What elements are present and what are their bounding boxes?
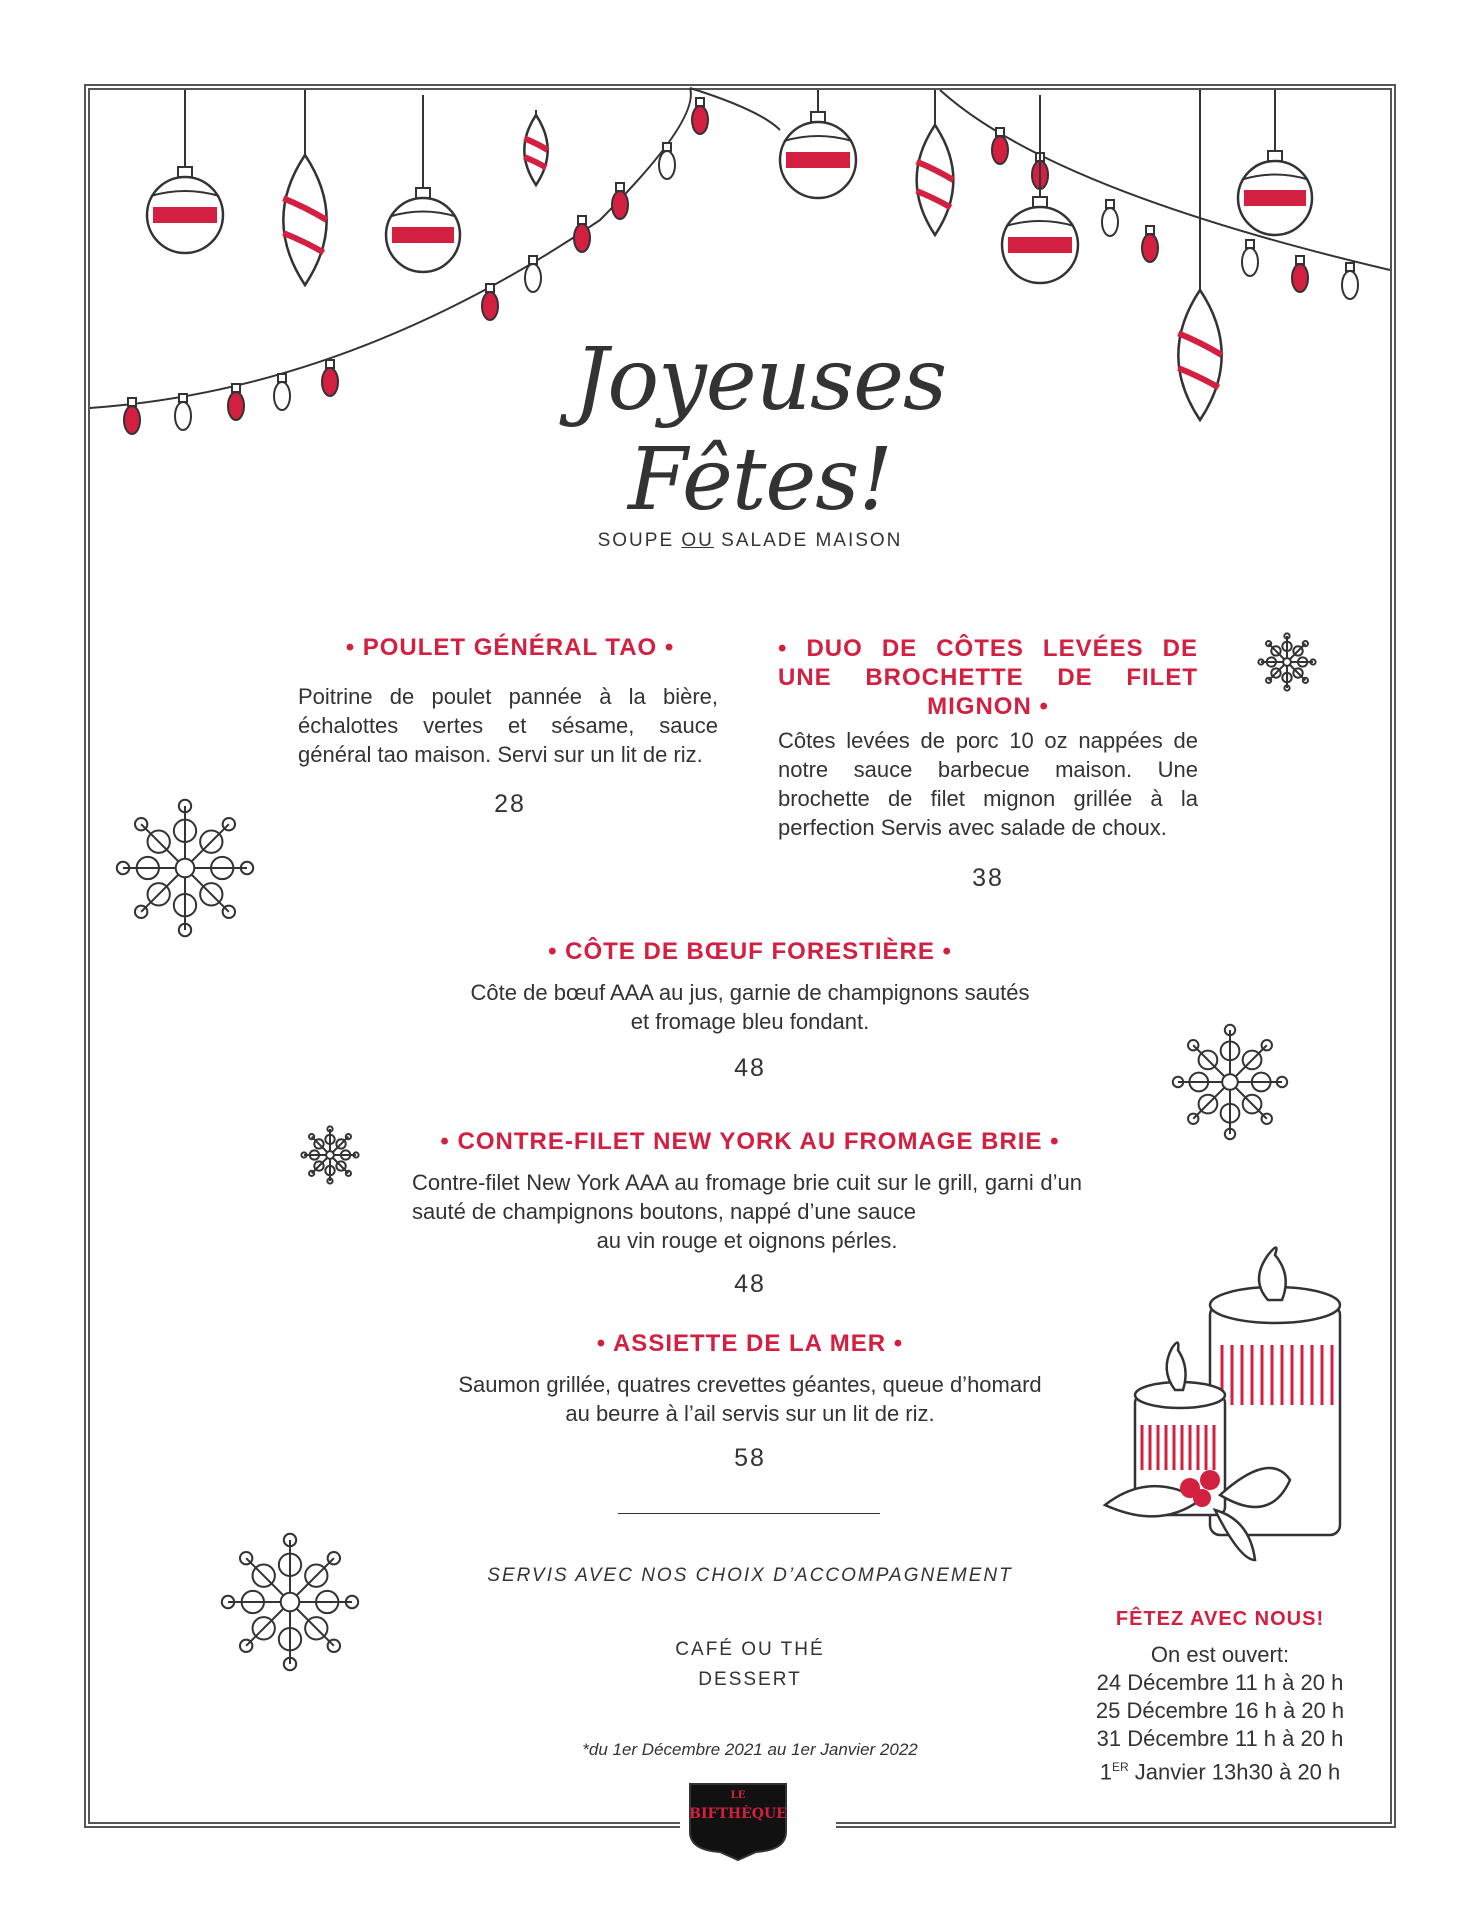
bulb-icon <box>525 256 541 292</box>
bulb-icon <box>228 384 244 420</box>
jan-rest: Janvier 13h30 à 20 h <box>1128 1759 1341 1785</box>
bulb-icon <box>1142 226 1158 262</box>
starter-or: OU <box>681 530 714 551</box>
dish-description-contre-filet-last: au vin rouge et oignons pérles. <box>596 1228 898 1253</box>
jan-prefix: 1 <box>1099 1759 1112 1785</box>
ornament-icon <box>1002 95 1078 283</box>
dish-description-contre-filet: Contre-filet New York AAA au fromage brie cuit sur le grill, garni d’un sauté de champignons boutons, nappé d’une sauce <box>412 1170 1082 1224</box>
logo-le: LE <box>730 1790 746 1801</box>
bulb-icon <box>1292 256 1308 292</box>
ornament-icon <box>1178 90 1221 420</box>
dish-title-contre-filet: • CONTRE-FILET NEW YORK AU FROMAGE BRIE • <box>440 1128 1060 1155</box>
opening-hours-title: FÊTEZ AVEC NOUS! <box>1115 1608 1325 1630</box>
dish-price-duo: 38 <box>972 864 1004 892</box>
dish-description-cote-line-2: et fromage bleu fondant. <box>630 1009 870 1034</box>
snowflake-icon <box>301 1126 358 1183</box>
ornament-icon <box>524 110 547 185</box>
ornament-icon <box>917 90 954 235</box>
dish-price-cote: 48 <box>734 1054 766 1082</box>
dish-title-assiette: • ASSIETTE DE LA MER • <box>596 1330 904 1357</box>
dish-title-poulet: • POULET GÉNÉRAL TAO • <box>345 634 675 661</box>
starter-text-2: SALADE MAISON <box>713 530 903 551</box>
ornament-icon <box>780 90 856 198</box>
page-title: Joyeuses Fêtes! <box>573 330 947 530</box>
dish-price-assiette: 58 <box>734 1444 766 1472</box>
dish-price-contre-filet: 48 <box>734 1270 766 1298</box>
divider <box>618 1513 880 1514</box>
bulb-icon <box>992 128 1008 164</box>
ornament-icon <box>386 95 460 272</box>
snowflake-icon <box>117 800 253 936</box>
opening-hours-line: 31 Décembre 11 h à 20 h <box>1096 1726 1344 1751</box>
logo <box>686 1780 790 1862</box>
bulb-icon <box>574 216 590 252</box>
extras <box>550 1635 950 1695</box>
bulb-icon <box>659 143 675 179</box>
dish-title-duo: • DUO DE CÔTES LEVÉES DE UNE BROCHETTE DE FILET MIGNON • <box>778 635 1198 720</box>
dish-title-cote: • CÔTE DE BŒUF FORESTIÈRE • <box>548 938 952 965</box>
opening-hours-line: 24 Décembre 11 h à 20 h <box>1096 1670 1344 1695</box>
ornament-icon <box>1238 90 1312 235</box>
bulb-icon <box>322 360 338 396</box>
jan-sup: ER <box>1111 1760 1129 1774</box>
dish-description-assiette <box>400 1370 1100 1428</box>
bulb-icon <box>1342 263 1358 299</box>
dish-description-assiette-line-1: Saumon grillée, quatres crevettes géantes, queue d’homard <box>458 1372 1042 1397</box>
logo-name: BIFTHÈQUE <box>689 1806 787 1822</box>
ornament-icon <box>283 90 326 285</box>
opening-hours <box>1070 1608 1370 1786</box>
extra-dessert: DESSERT <box>698 1669 802 1690</box>
opening-hours-intro: On est ouvert: <box>1150 1642 1290 1667</box>
dish-description-duo: Côtes levées de porc 10 oz nappées de notre sauce barbecue maison. Une brochette de filet mignon grillée à la perfection Servis avec salade de choux. <box>778 728 1198 840</box>
dish-description-cote-line-1: Côte de bœuf AAA au jus, garnie de champignons sautés <box>470 980 1030 1005</box>
bulb-icon <box>175 394 191 430</box>
accompaniment-note: SERVIS AVEC NOS CHOIX D’ACCOMPAGNEMENT <box>487 1565 1013 1586</box>
bulb-icon <box>1102 200 1118 236</box>
snowflake-icon <box>1173 1025 1287 1139</box>
bulb-icon <box>612 183 628 219</box>
opening-hours-line: 25 Décembre 16 h à 20 h <box>1095 1698 1345 1723</box>
extra-cafe: CAFÉ OU THÉ <box>675 1639 825 1660</box>
dish-description-assiette-line-2: au beurre à l’ail servis sur un lit de riz. <box>565 1401 935 1426</box>
snowflake-icon <box>1258 633 1315 690</box>
dish-description-cote <box>400 978 1100 1036</box>
starter-line <box>500 530 1000 552</box>
starter-text-1: SOUPE <box>597 530 682 551</box>
dish-price-poulet: 28 <box>494 790 526 818</box>
opening-hours-line-jan <box>1070 1753 1370 1786</box>
ornament-icon <box>147 90 223 253</box>
dish-description-poulet: Poitrine de poulet pannée à la bière, échalottes vertes et sésame, sauce général tao maison. Servi sur un lit de riz. <box>298 684 718 767</box>
bulb-icon <box>1242 240 1258 276</box>
bulb-icon <box>692 98 708 134</box>
validity-dates: *du 1er Décembre 2021 au 1er Janvier 2022 <box>582 1740 918 1759</box>
snowflake-icon <box>222 1534 358 1670</box>
bulb-icon <box>274 374 290 410</box>
